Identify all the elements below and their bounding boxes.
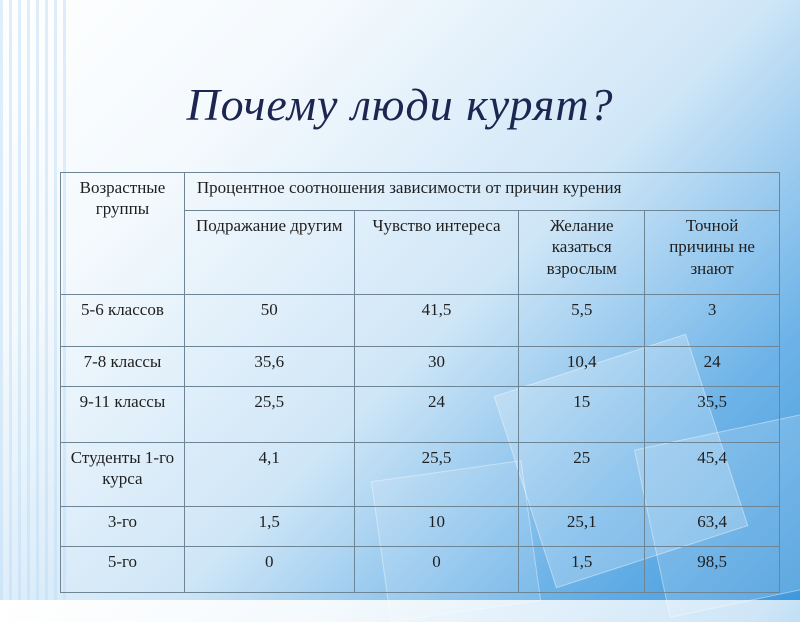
row-group-label: 7-8 классы [61, 347, 185, 387]
row-group-label: 3-го [61, 507, 185, 547]
table-row [61, 387, 780, 443]
age-group-header: Возрастные группы [61, 173, 185, 295]
table-row [61, 443, 780, 507]
reason-header: Чувство интереса [354, 211, 519, 295]
table-row [61, 295, 780, 347]
table-cell: 10,4 [519, 347, 645, 387]
table-cell: 45,4 [645, 443, 780, 507]
table-cell: 1,5 [519, 547, 645, 593]
table-cell: 30 [354, 347, 519, 387]
reasons-span-header: Процентное соотношения зависимости от причин курения [184, 173, 779, 211]
reason-header: Желание казаться взрослым [519, 211, 645, 295]
table-cell: 25 [519, 443, 645, 507]
table-cell: 10 [354, 507, 519, 547]
table-cell: 15 [519, 387, 645, 443]
table-cell: 24 [354, 387, 519, 443]
table-row [61, 347, 780, 387]
row-group-label: 5-го [61, 547, 185, 593]
table-cell: 24 [645, 347, 780, 387]
table-cell: 50 [184, 295, 354, 347]
table-cell: 25,5 [354, 443, 519, 507]
table-cell: 3 [645, 295, 780, 347]
table-cell: 5,5 [519, 295, 645, 347]
table-cell: 4,1 [184, 443, 354, 507]
table-cell: 25,1 [519, 507, 645, 547]
table-cell: 25,5 [184, 387, 354, 443]
table-cell: 98,5 [645, 547, 780, 593]
table-header-row [61, 173, 780, 211]
row-group-label: 5-6 классов [61, 295, 185, 347]
table-cell: 63,4 [645, 507, 780, 547]
table-cell: 0 [354, 547, 519, 593]
table-cell: 1,5 [184, 507, 354, 547]
slide-title: Почему люди курят? [186, 79, 614, 130]
row-group-label: 9-11 классы [61, 387, 185, 443]
table-cell: 35,5 [645, 387, 780, 443]
table-cell: 0 [184, 547, 354, 593]
reason-header: Подражание другим [184, 211, 354, 295]
table-cell: 41,5 [354, 295, 519, 347]
row-group-label: Студенты 1-го курса [61, 443, 185, 507]
reason-header: Точной причины не знают [645, 211, 780, 295]
table-row [61, 547, 780, 593]
table-cell: 35,6 [184, 347, 354, 387]
table-row [61, 507, 780, 547]
smoking-reasons-table [60, 172, 780, 593]
